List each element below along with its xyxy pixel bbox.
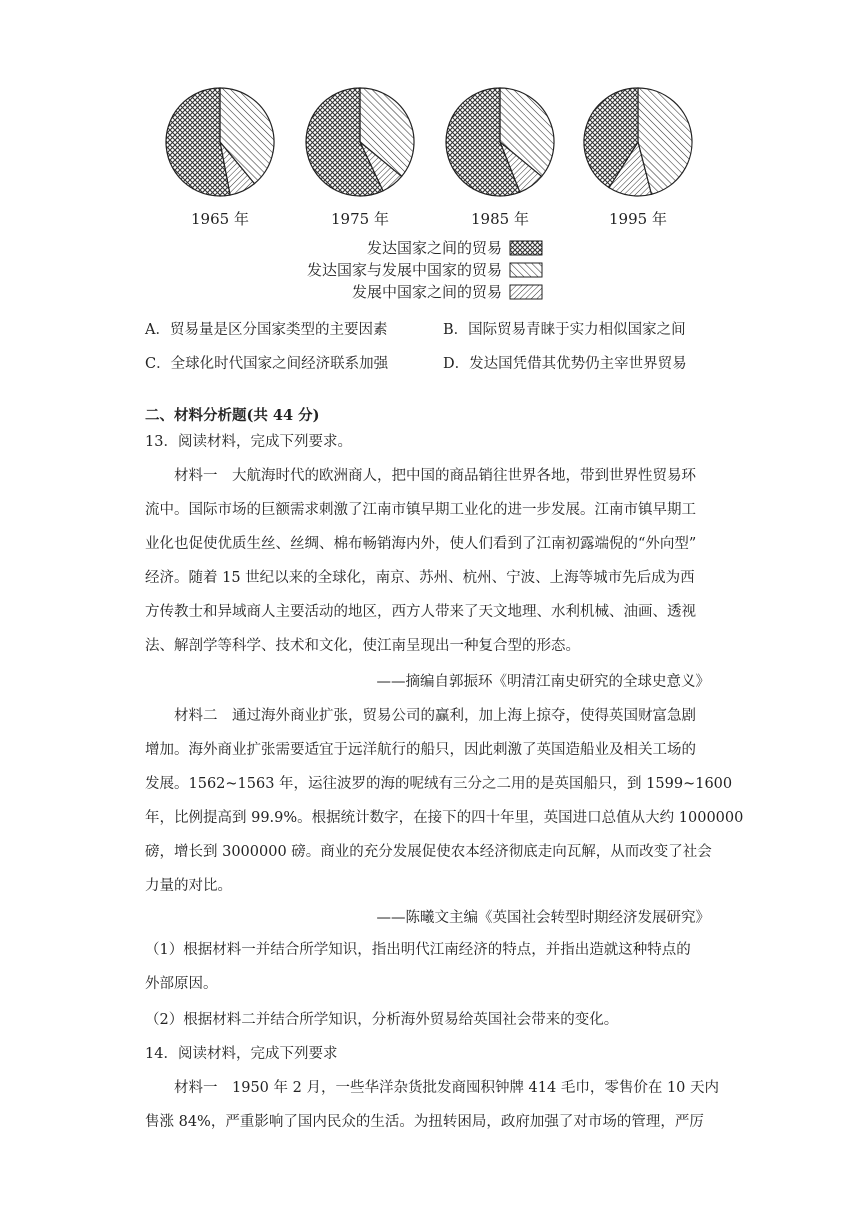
pie-charts-svg — [150, 80, 710, 300]
q13-m2-line: 力量的对比。 — [145, 878, 232, 894]
pie-year-label: 1965 年 — [191, 210, 249, 228]
q14-m1-line: 售涨 84%，严重影响了国内民众的生活。为扭转困局，政府加强了对市场的管理，严厉 — [145, 1114, 704, 1130]
q13-m1-line: 经济。随着 15 世纪以来的全球化，南京、苏州、杭州、宁波、上海等城市先后成为西 — [145, 570, 695, 586]
q14-stem: 14．阅读材料，完成下列要求 — [145, 1046, 338, 1062]
legend-label: 发达国家与发展中国家的贸易 — [306, 261, 502, 279]
option-c: C．全球化时代国家之间经济联系加强 — [145, 356, 389, 372]
pie-charts-figure — [150, 80, 710, 300]
q13-m2-line: 增加。海外商业扩张需要适宜于远洋航行的船只，因此刺激了英国造船业及相关工场的 — [145, 742, 696, 758]
q13-m2-line: 发展。1562~1563 年，运往波罗的海的呢绒有三分之二用的是英国船只，到 1599~1600 — [145, 776, 733, 792]
q13-sub1-line: 外部原因。 — [145, 976, 218, 992]
q13-sub2: （2）根据材料二并结合所学知识，分析海外贸易给英国社会带来的变化。 — [145, 1012, 619, 1028]
q13-m2-source: ——陈曦文主编《英国社会转型时期经济发展研究》 — [376, 910, 710, 926]
q14-m1-line: 材料一 1950 年 2 月，一些华洋杂货批发商囤积钟牌 414 毛巾，零售价在 10 天内 — [174, 1080, 720, 1096]
q13-stem: 13．阅读材料，完成下列要求。 — [145, 434, 352, 450]
pie-year-label: 1995 年 — [609, 210, 667, 228]
legend-swatch — [510, 263, 542, 277]
option-d: D．发达国凭借其优势仍主宰世界贸易 — [443, 356, 687, 372]
section-2-title: 二、材料分析题(共 44 分) — [145, 407, 320, 424]
q13-m2-line: 年，比例提高到 99.9%。根据统计数字，在接下的四十年里，英国进口总值从大约 1000000 — [145, 810, 744, 826]
q13-m1-line: 业化也促使优质生丝、丝绸、棉布畅销海内外，使人们看到了江南初露端倪的“外向型” — [145, 536, 697, 552]
pie-slice — [166, 88, 230, 196]
q13-m1-line: 材料一 大航海时代的欧洲商人，把中国的商品销往世界各地，带到世界性贸易环 — [174, 468, 696, 484]
q13-m1-line: 方传教士和异域商人主要活动的地区，西方人带来了天文地理、水利机械、油画、透视 — [145, 604, 696, 620]
q13-m2-line: 材料二 通过海外商业扩张，贸易公司的赢利，加上海上掠夺，使得英国财富急剧 — [174, 708, 696, 724]
legend-swatch — [510, 241, 542, 255]
option-a: A．贸易量是区分国家类型的主要因素 — [145, 322, 388, 338]
q13-m1-source: ——摘编自郭振环《明清江南史研究的全球史意义》 — [376, 674, 710, 690]
q13-m2-line: 磅，增长到 3000000 磅。商业的充分发展促使农本经济彻底走向瓦解，从而改变了社会 — [145, 844, 712, 860]
q13-sub1-line: （1）根据材料一并结合所学知识，指出明代江南经济的特点，并指出造就这种特点的 — [145, 942, 691, 958]
q13-m1-line: 流中。国际市场的巨额需求刺激了江南市镇早期工业化的进一步发展。江南市镇早期工 — [145, 502, 696, 518]
legend-label: 发达国家之间的贸易 — [366, 239, 502, 257]
legend-label: 发展中国家之间的贸易 — [351, 283, 502, 300]
option-b: B．国际贸易青睐于实力相似国家之间 — [443, 322, 686, 338]
pie-year-label: 1975 年 — [331, 210, 389, 228]
pie-year-label: 1985 年 — [471, 210, 529, 228]
q13-m1-line: 法、解剖学等科学、技术和文化，使江南呈现出一种复合型的形态。 — [145, 638, 580, 654]
legend-swatch — [510, 285, 542, 299]
